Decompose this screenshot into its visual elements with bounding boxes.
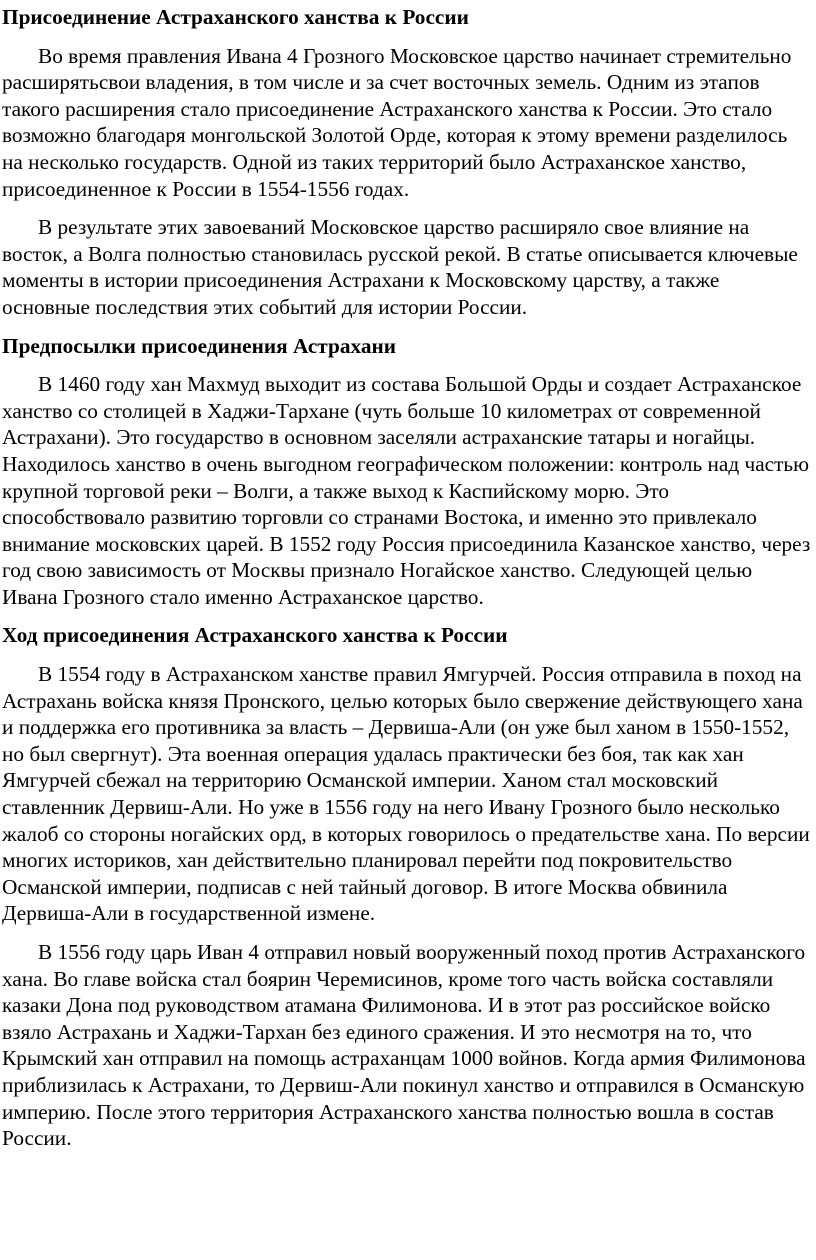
paragraph: В 1554 году в Астраханском ханстве правил Ямгурчей. Россия отправила в поход на Астрахань войска князя Пронского, целью которых было свержение действующего хана и поддержка его противника за власть – Дервиша-Али (он уже был ханом в 1550-1552, но был свергнут). Эта военная операция удалась практически без боя, так как хан Ямгурчей сбежал на территорию Османской империи. Ханом стал московский ставленник Дервиш-Али. Но уже в 1556 году на него Ивану Грозного было несколько жалоб со стороны ногайских орд, в которых говорилось о предательстве хана. По версии многих историков, хан действительно планировал перейти под покровительство Османской империи, подписав с ней тайный договор. В итоге Москва обвинила Дервиша-Али в государственной измене. — [2, 662, 810, 926]
section-prerequisites — [2, 333, 812, 611]
section-heading: Присоединение Астраханского ханства к России — [2, 5, 469, 29]
section-heading: Ход присоединения Астраханского ханства к России — [2, 623, 508, 648]
paragraph: Во время правления Ивана 4 Грозного Московское царство начинает стремительно расширятьсвои владения, в том числе и за счет восточных земель. Одним из этапов такого расширения стало присоединение Астраханского ханства к России. Это стало возможно благодаря монгольской Золотой Орде, которая к этому времени разделилось на несколько государств. Одной из таких территорий было Астраханское ханство, присоединенное к России в 1554-1556 годах. — [2, 43, 792, 201]
section-annexation — [2, 4, 812, 321]
paragraph: В результате этих завоеваний Московское царство расширяло свое влияние на восток, а Волга полностью становилась русской рекой. В статье описывается ключевые моменты в истории присоединения Астрахани к Московскому царству, а также основные последствия этих событий для истории России. — [2, 215, 798, 319]
paragraph: В 1460 году хан Махмуд выходит из состава Большой Орды и создает Астраханское ханство со столицей в Хаджи-Тархане (чуть больше 10 километрах от современной Астрахани). Это государство в основном заселяли астраханские татары и ногайцы. Находилось ханство в очень выгодном географическом положении: контроль над частью крупной торговой реки – Волги, а также выход к Каспийскому морю. Это способствовало развитию торговли со странами Востока, и именно это привлекало внимание московских царей. В 1552 году Россия присоединила Казанское ханство, через год свою зависимость от Москвы признало Ногайское ханство. Следующей целью Ивана Грозного стало именно Астраханское царство. — [2, 372, 811, 609]
section-heading: Предпосылки присоединения Астрахани — [2, 333, 397, 358]
section-course-of-annexation — [2, 622, 812, 1151]
paragraph: В 1556 году царь Иван 4 отправил новый вооруженный поход против Астраханского хана. Во главе войска стал боярин Черемисинов, кроме того часть войска составляли казаки Дона под руководством атамана Филимонова. И в этот раз российское войско взяло Астрахань и Хаджи-Тархан без единого сражения. И это несмотря на то, что Крымский хан отправил на помощь астраханцам 1000 войнов. Когда армия Филимонова приблизилась к Астрахани, то Дервиш-Али покинул ханство и отправился в Османскую империю. После этого территория Астраханского ханства полностью вошла в состав России. — [2, 940, 806, 1151]
